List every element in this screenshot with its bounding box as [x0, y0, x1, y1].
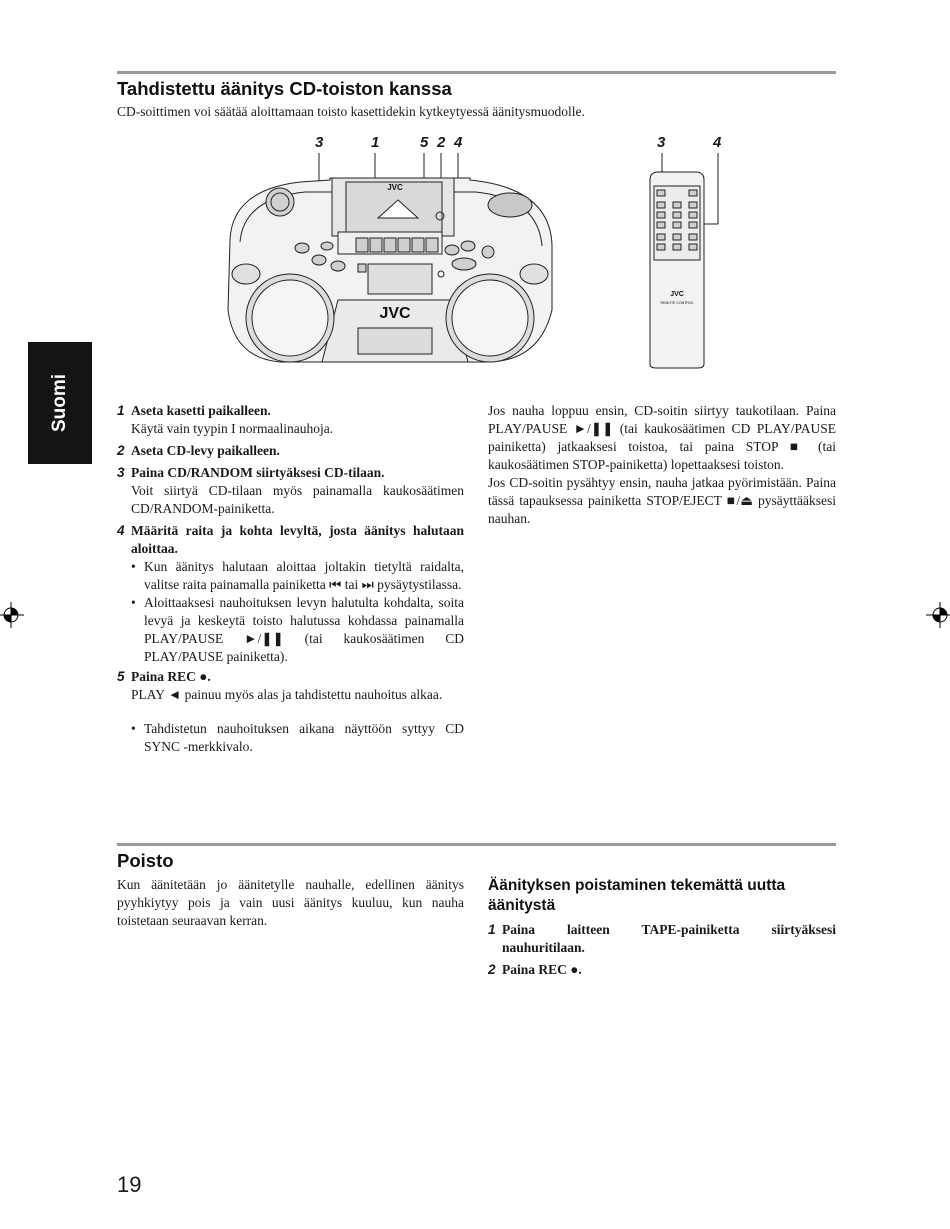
erase-steps: [488, 921, 836, 983]
step-1: [117, 402, 464, 438]
step-3-body: Voit siirtyä CD-tilaan myös painamalla kaukosäätimen CD/RANDOM-painiketta.: [131, 483, 464, 516]
cd-stops-first-note: Jos CD-soitin pysähtyy ensin, nauha jatkaa pyörimistään. Paina tässä tapauksessa painiketta STOP/EJECT ■/⏏ pysäyttääksesi nauhan.: [488, 475, 836, 526]
step-1-number: 1: [117, 403, 125, 418]
boombox-illustration: [220, 150, 560, 370]
erase-intro: Kun äänitetään jo äänitetylle nauhalle, edellinen äänitys pyyhkiytyy pois ja vain uusi äänitys kuuluu, kun nauha toistetaan seuraavan kerran.: [117, 877, 464, 928]
tape-ends-first-note: Jos nauha loppuu ensin, CD-soitin siirtyy taukotilaan. Paina PLAY/PAUSE ►/❚❚ (tai kaukosäätimen CD PLAY/PAUSE painiketta) jatkaaksesi toistoa, tai paina STOP ■ (tai kaukosäätimen STOP-painiketta) lopettaaksesi toiston.: [488, 403, 836, 472]
remote-brand: JVC: [670, 291, 684, 298]
erase-step-2-number: 2: [488, 962, 496, 977]
step-3: [117, 464, 464, 518]
erase-step-1-number: 1: [488, 922, 496, 937]
erase-step-1-heading: Paina laitteen TAPE-painiketta siirtyäksesi nauhuritilaan.: [502, 922, 836, 955]
callout-main-1: 1: [371, 134, 380, 151]
step-5: [117, 668, 464, 704]
boombox-brand-top: JVC: [387, 183, 403, 192]
step-5-body: PLAY ◄ painuu myös alas ja tahdistettu nauhoitus alkaa.: [131, 687, 443, 702]
step-2-heading: Aseta CD-levy paikalleen.: [131, 443, 280, 458]
callout-main-5: 5: [420, 134, 429, 151]
section-rule-top: [117, 71, 836, 74]
erase-step-1: [488, 921, 836, 957]
step-4-number: 4: [117, 523, 125, 538]
step-2-number: 2: [117, 443, 125, 458]
remote-label: REMOTE CONTROL: [660, 301, 694, 305]
step-3-heading: Paina CD/RANDOM siirtyäksesi CD-tilaan.: [131, 465, 385, 480]
callout-main-4: 4: [454, 134, 463, 151]
boombox-brand-front: JVC: [379, 305, 411, 322]
step-5-note: • Tahdistetun nauhoituksen aikana näyttöön syttyy CD SYNC -merkkivalo.: [117, 720, 464, 756]
step-5-number: 5: [117, 669, 125, 684]
language-side-tab-label: Suomi: [49, 373, 70, 433]
step-5-heading: Paina REC ●.: [131, 669, 211, 684]
step-4-heading: Määritä raita ja kohta levyltä, josta äänitys halutaan aloittaa.: [131, 523, 464, 556]
notes-column-right: [488, 402, 836, 528]
section-rule-erase: [117, 843, 836, 846]
section-intro: CD-soittimen voi säätää aloittamaan toisto kasettidekin kytkeytyessä äänitysmuodolle.: [117, 104, 585, 119]
crop-mark-left: [0, 600, 26, 630]
step-1-body: Käytä vain tyypin I normaalinauhoja.: [131, 421, 334, 436]
section-title-erase: Poisto: [117, 850, 174, 871]
callout-main-3: 3: [315, 134, 324, 151]
crop-mark-right: [926, 600, 950, 630]
callout-remote-4: 4: [713, 134, 722, 151]
remote-control-illustration: [640, 150, 720, 372]
step-4: [117, 522, 464, 666]
step-2: [117, 442, 464, 460]
step-4-bullet-2: • Aloittaaksesi nauhoituksen levyn halutulta kohdalta, soita levyä ja keskeytä toisto halutussa kohdassa painamalla PLAY/PAUSE ►/❚❚ (tai kaukosäätimen CD PLAY/PAUSE painiketta).: [117, 594, 464, 666]
erase-step-2: [488, 961, 836, 979]
page-number: 19: [117, 1172, 142, 1197]
callout-remote-3: 3: [657, 134, 666, 151]
step-3-number: 3: [117, 465, 125, 480]
step-4-bullet-1: • Kun äänitys halutaan aloittaa joltakin tietyltä raidalta, valitse raita painamalla painiketta ⏮ tai ⏭ pysäytystilassa.: [117, 558, 464, 594]
language-side-tab: [28, 342, 92, 464]
step-1-heading: Aseta kasetti paikalleen.: [131, 403, 271, 418]
callout-main-2: 2: [437, 134, 446, 151]
erase-step-2-heading: Paina REC ●.: [502, 962, 582, 977]
erase-subtitle: Äänityksen poistaminen tekemättä uutta äänitystä: [488, 877, 786, 914]
section-title-sync-recording: Tahdistettu äänitys CD-toiston kanssa: [117, 78, 452, 99]
steps-column-left: [117, 402, 464, 756]
